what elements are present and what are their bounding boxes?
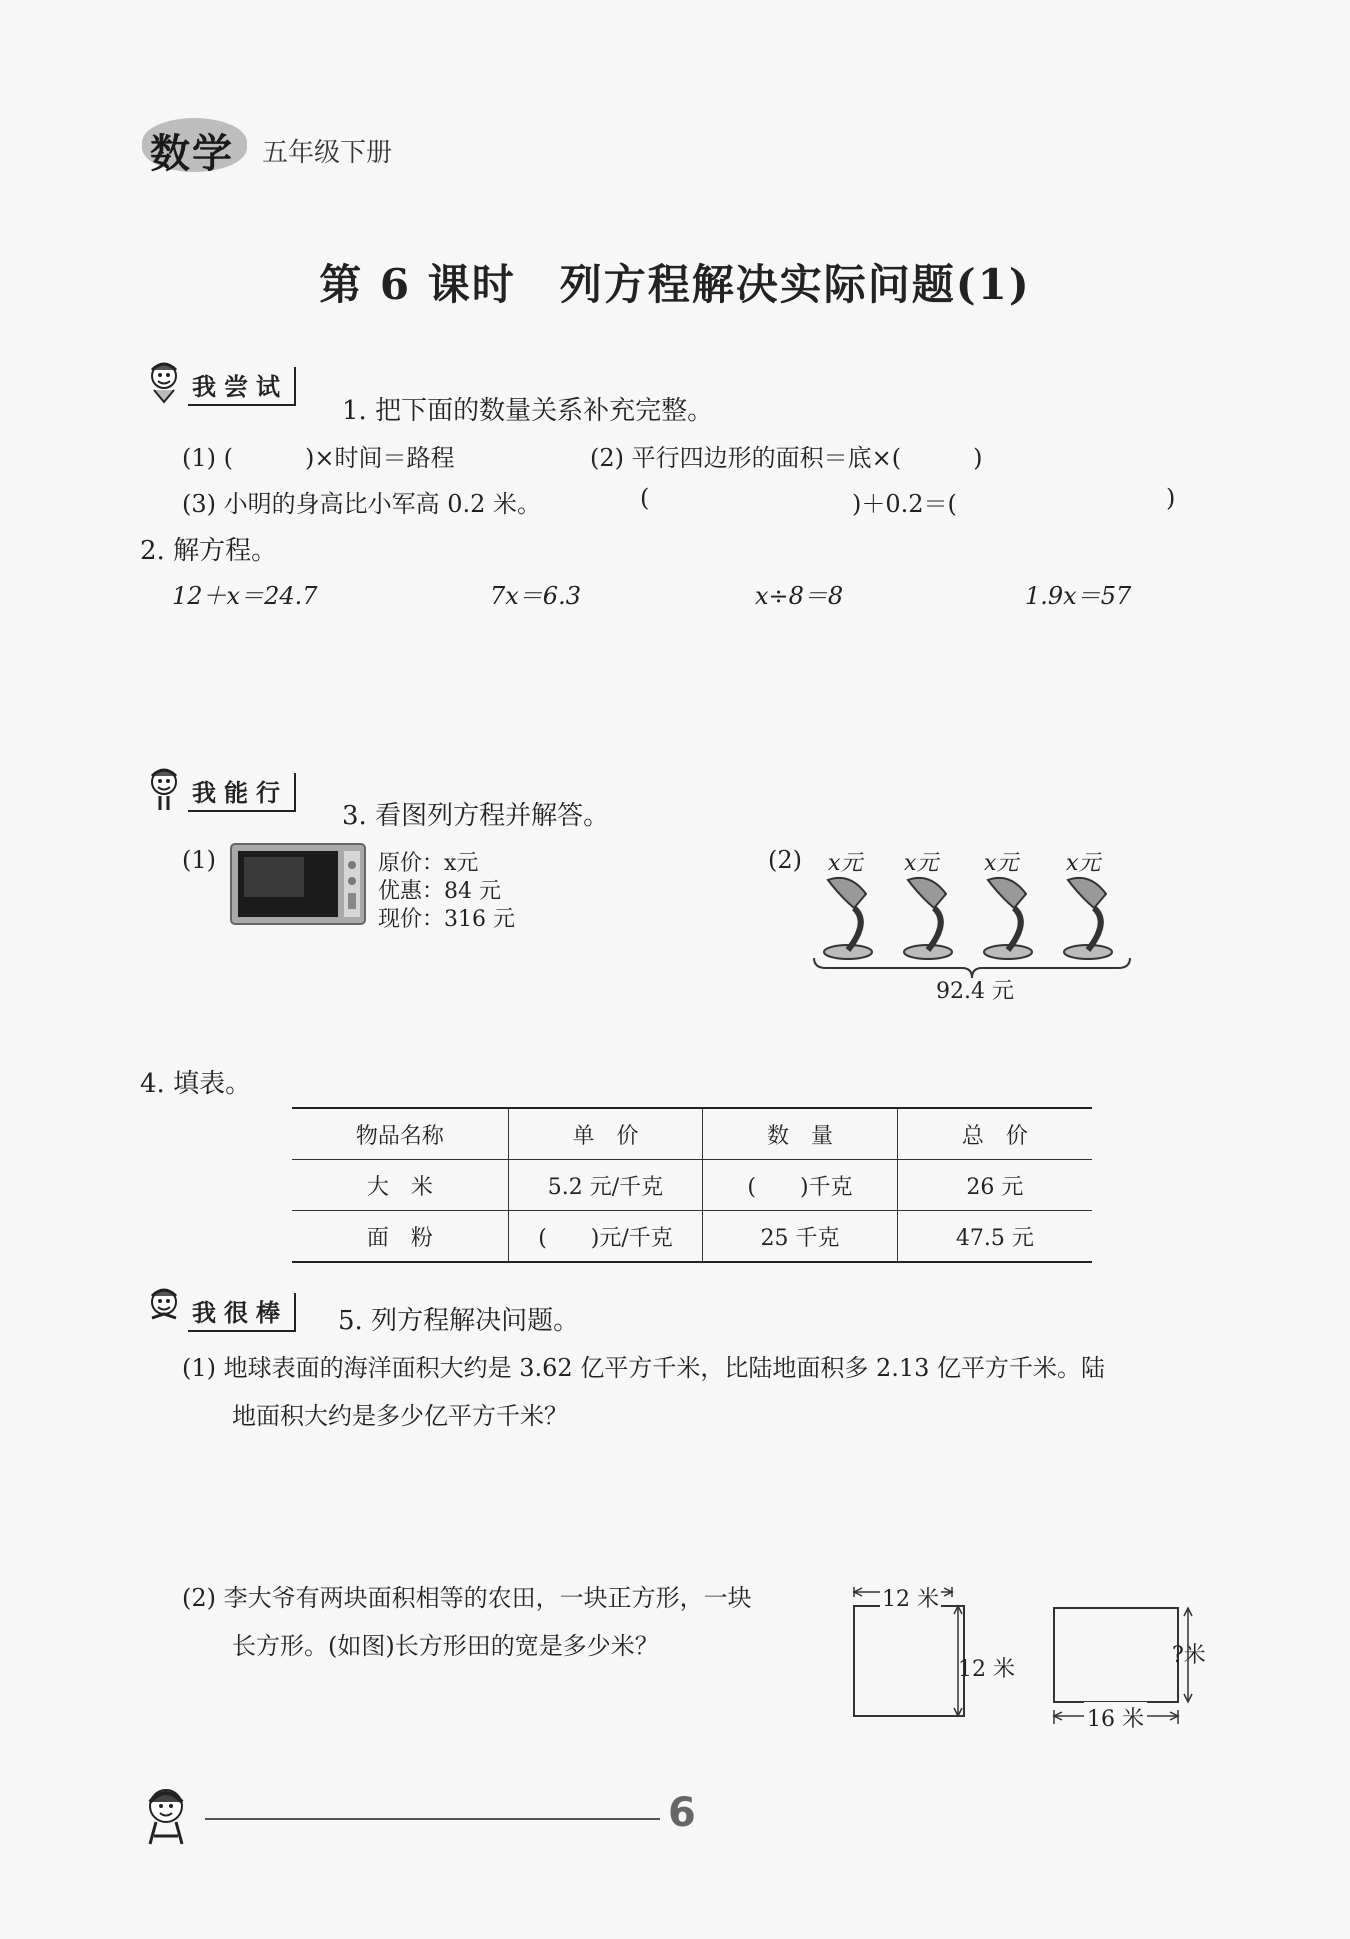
table-cell: 5.2 元/千克 bbox=[508, 1160, 703, 1211]
q2-equation-1: 12＋x＝24.7 bbox=[172, 582, 318, 610]
q2-equation-3: x÷8＝8 bbox=[755, 582, 844, 610]
table-cell: ( )元/千克 bbox=[508, 1211, 703, 1263]
column-header: 数 量 bbox=[703, 1108, 898, 1160]
column-header: 物品名称 bbox=[355, 1123, 444, 1149]
q1-c: (3) 小明的身高比小军高 0.2 米。 bbox=[182, 490, 542, 518]
q5-p2-line-2: 长方形。(如图)长方形田的宽是多少米？ bbox=[232, 1632, 659, 1660]
rectangle-field bbox=[1054, 1608, 1178, 1702]
column-header: 单 价 bbox=[508, 1108, 703, 1160]
rectangle-width-label: ?米 bbox=[1172, 1643, 1206, 1668]
lesson-title: 第 6 课时 列方程解决实际问题(1) bbox=[319, 260, 1031, 309]
section-label-great: 我很棒 bbox=[188, 1293, 296, 1332]
q3-p2-label: (2) bbox=[768, 846, 802, 874]
table-cell: 47.5 元 bbox=[897, 1211, 1092, 1263]
lamp-total: 92.4 元 bbox=[936, 979, 1014, 1004]
microwave-icon bbox=[230, 843, 366, 925]
lamp-price-4: x元 bbox=[1066, 851, 1101, 876]
lamp-price-3: x元 bbox=[984, 851, 1019, 876]
q5-p1-line-2: 地面积大约是多少亿平方千米？ bbox=[232, 1402, 568, 1430]
q3-title: 3. 看图列方程并解答。 bbox=[342, 801, 610, 831]
q3-p1-line-2: 优惠：84 元 bbox=[378, 879, 501, 904]
lamp-price-2: x元 bbox=[904, 851, 939, 876]
price-table bbox=[292, 1107, 1092, 1263]
q5-p1-line-1: (1) 地球表面的海洋面积大约是 3.62 亿平方千米，比陆地面积多 2.13 亿平方千米。陆 bbox=[182, 1354, 1106, 1382]
mascot-icon bbox=[140, 764, 188, 812]
table-cell: 大 米 bbox=[366, 1174, 433, 1200]
table-cell: 26 元 bbox=[897, 1160, 1092, 1211]
desk-lamp-icon bbox=[824, 878, 872, 959]
square-field bbox=[854, 1606, 964, 1716]
q1-title: 1. 把下面的数量关系补充完整。 bbox=[342, 396, 714, 426]
section-badge-great bbox=[140, 1284, 296, 1332]
rectangle-length-label: 16 米 bbox=[1084, 1702, 1147, 1733]
q5-title: 5. 列方程解决问题。 bbox=[338, 1306, 580, 1336]
q5-p2-line-1: (2) 李大爷有两块面积相等的农田，一块正方形，一块 bbox=[182, 1584, 752, 1612]
table-cell: 面 粉 bbox=[366, 1225, 433, 1251]
q1-b: (2) 平行四边形的面积＝底×( ) bbox=[590, 444, 983, 472]
q2-equation-4: 1.9x＝57 bbox=[1025, 582, 1132, 610]
q3-p1-line-1: 原价：x元 bbox=[378, 851, 479, 876]
q1-c-blank2: )＋0.2＝( bbox=[852, 490, 957, 518]
q2-title: 2. 解方程。 bbox=[140, 536, 278, 566]
section-label-can: 我能行 bbox=[188, 773, 296, 812]
table-header-row bbox=[292, 1108, 1092, 1160]
desk-lamp-icon bbox=[1064, 878, 1112, 959]
section-label-try: 我尝试 bbox=[188, 367, 296, 406]
grade-label: 五年级下册 bbox=[262, 138, 393, 168]
page-number: 6 bbox=[668, 1790, 696, 1836]
mascot-icon bbox=[140, 358, 188, 406]
column-header: 总 价 bbox=[897, 1108, 1092, 1160]
mascot-icon bbox=[140, 1284, 188, 1332]
table-row bbox=[292, 1160, 1092, 1211]
desk-lamp-icon bbox=[904, 878, 952, 959]
square-side-label: 12 米 bbox=[958, 1657, 1015, 1682]
q2-equation-2: 7x＝6.3 bbox=[490, 582, 581, 610]
desk-lamps-figure bbox=[810, 872, 1130, 962]
q4-title: 4. 填表。 bbox=[140, 1069, 252, 1099]
desk-lamp-icon bbox=[984, 878, 1032, 959]
table-cell: ( )千克 bbox=[703, 1160, 898, 1211]
q1-c-blank1: ( bbox=[640, 484, 650, 512]
q3-p1-label: (1) bbox=[182, 846, 216, 874]
table-cell: 25 千克 bbox=[703, 1211, 898, 1263]
footer-rule bbox=[205, 1818, 660, 1820]
section-badge-try bbox=[140, 358, 296, 406]
q1-a: (1) ( )×时间＝路程 bbox=[182, 444, 455, 472]
subject-title: 数学 bbox=[150, 131, 234, 177]
square-top-label: 12 米 bbox=[880, 1582, 941, 1613]
q1-c-blank3: ) bbox=[1166, 484, 1176, 512]
section-badge-can bbox=[140, 764, 296, 812]
q3-p1-line-3: 现价：316 元 bbox=[378, 907, 515, 932]
footer-mascot-icon bbox=[136, 1784, 202, 1850]
lamp-price-1: x元 bbox=[828, 851, 863, 876]
table-row bbox=[292, 1211, 1092, 1263]
